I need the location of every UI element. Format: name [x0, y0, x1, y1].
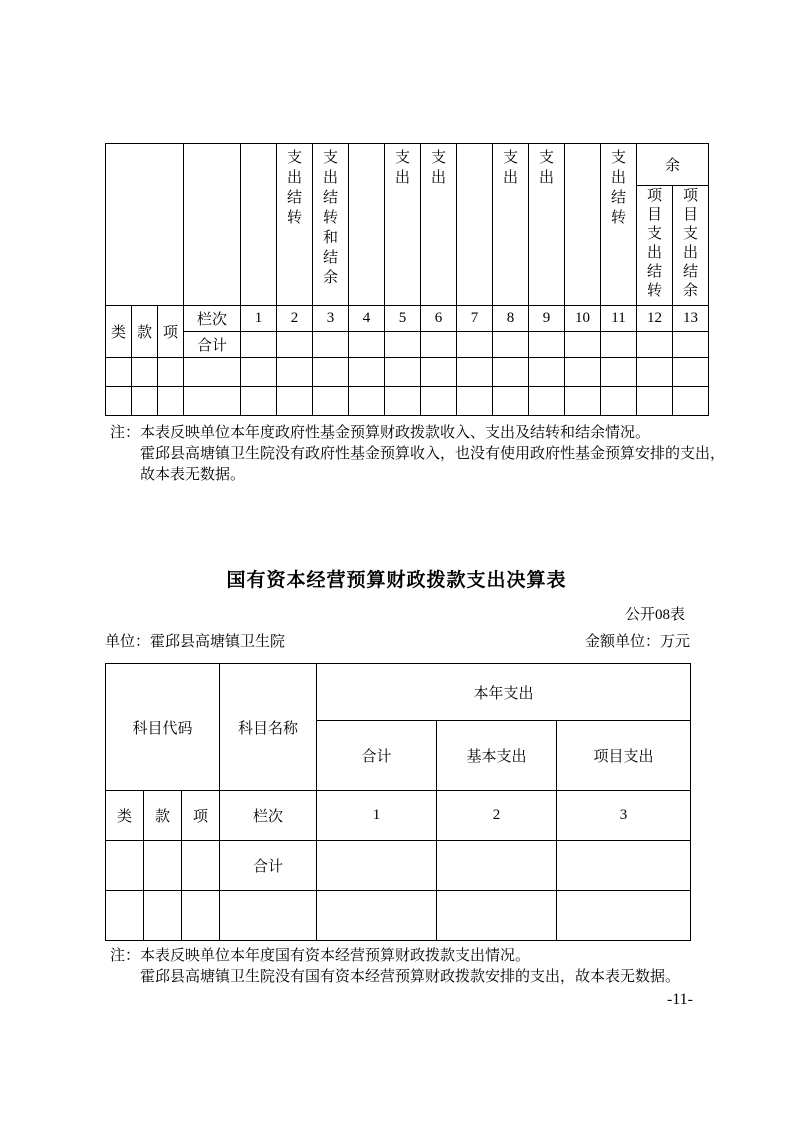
empty-cell [673, 332, 709, 358]
empty-cell [106, 891, 144, 941]
empty-cell [437, 891, 557, 941]
empty-cell [349, 332, 385, 358]
empty-cell [144, 841, 182, 891]
t1-col-number: 6 [421, 306, 457, 332]
empty-cell [313, 387, 349, 416]
empty-cell [493, 358, 529, 387]
t1-col-number: 5 [385, 306, 421, 332]
t2-subject-name-header: 科目名称 [220, 664, 317, 791]
gov-fund-budget-table [105, 143, 709, 416]
t2-kuan-label: 款 [144, 791, 182, 841]
empty-cell [349, 387, 385, 416]
empty-cell [385, 387, 421, 416]
empty-cell [241, 387, 277, 416]
t2-amount-unit: 金额单位：万元 [584, 634, 690, 650]
empty-cell [220, 891, 317, 941]
empty-cell [106, 144, 184, 306]
empty-cell [277, 387, 313, 416]
empty-cell [317, 841, 437, 891]
t2-col-number: 1 [317, 791, 437, 841]
t2-subcol-project: 项目支出 [557, 721, 691, 791]
empty-cell [385, 332, 421, 358]
t1-header-col2: 支出结转 [277, 144, 313, 306]
t2-subject-code-header: 科目代码 [106, 664, 220, 791]
empty-cell [673, 387, 709, 416]
t1-header-col4 [349, 144, 385, 306]
t1-heji-row [106, 332, 709, 358]
t1-col-number: 2 [277, 306, 313, 332]
empty-cell [457, 358, 493, 387]
empty-cell [637, 387, 673, 416]
empty-cell [106, 841, 144, 891]
empty-cell [601, 358, 637, 387]
empty-cell [349, 358, 385, 387]
empty-cell [313, 332, 349, 358]
t1-note-line1: 注：本表反映单位本年度政府性基金预算财政拨款收入、支出及结转和结余情况。 [110, 425, 651, 441]
empty-cell [637, 332, 673, 358]
t1-note-line3: 故本表无数据。 [140, 467, 246, 483]
t1-header-col11: 支出结转 [601, 144, 637, 306]
empty-cell [106, 358, 132, 387]
page-number: -11- [666, 991, 693, 1008]
empty-cell [637, 358, 673, 387]
t1-header-yu: 余 [637, 144, 709, 186]
t1-heji-label: 合计 [184, 332, 241, 358]
t1-col-number: 4 [349, 306, 385, 332]
t2-heji-row [106, 841, 691, 891]
t1-header-col7 [457, 144, 493, 306]
t1-header-row-1 [106, 144, 709, 186]
empty-cell [158, 358, 184, 387]
empty-cell [158, 387, 184, 416]
t1-col-number: 11 [601, 306, 637, 332]
empty-cell [601, 387, 637, 416]
t2-note-line1: 注：本表反映单位本年度国有资本经营预算财政拨款支出情况。 [110, 948, 531, 964]
empty-cell [457, 387, 493, 416]
empty-cell [457, 332, 493, 358]
t1-col-number: 10 [565, 306, 601, 332]
t2-header-row-1 [106, 664, 691, 721]
t1-lanci-row [106, 306, 709, 332]
t2-col-number: 2 [437, 791, 557, 841]
t1-header-col8: 支出 [493, 144, 529, 306]
empty-cell [437, 841, 557, 891]
t2-subcol-heji: 合计 [317, 721, 437, 791]
t1-header-col1 [241, 144, 277, 306]
t1-xiang-label: 项 [158, 306, 184, 358]
t1-header-col10 [565, 144, 601, 306]
empty-cell [557, 891, 691, 941]
t2-table-code: 公开08表 [624, 607, 685, 623]
t1-col-number: 3 [313, 306, 349, 332]
empty-cell [184, 387, 241, 416]
t1-header-col12: 项目支出结转 [637, 186, 673, 306]
empty-cell [241, 332, 277, 358]
empty-cell [317, 891, 437, 941]
t2-col-number: 3 [557, 791, 691, 841]
t1-header-col13: 项目支出结余 [673, 186, 709, 306]
empty-cell [421, 332, 457, 358]
t1-empty-row [106, 387, 709, 416]
empty-cell [184, 144, 241, 306]
empty-cell [106, 387, 132, 416]
empty-cell [601, 332, 637, 358]
t1-lei-label: 类 [106, 306, 132, 358]
t2-note [110, 946, 680, 988]
empty-cell [313, 358, 349, 387]
t1-note [110, 423, 725, 486]
empty-cell [565, 358, 601, 387]
t2-note-line2: 霍邱县高塘镇卫生院没有国有资本经营预算财政拨款安排的支出，故本表无数据。 [140, 969, 681, 985]
t1-note-line2: 霍邱县高塘镇卫生院没有政府性基金预算收入，也没有使用政府性基金预算安排的支出， [140, 446, 726, 462]
t1-col-number: 12 [637, 306, 673, 332]
empty-cell [132, 358, 158, 387]
t2-title: 国有资本经营预算财政拨款支出决算表 [226, 570, 567, 591]
empty-cell [565, 387, 601, 416]
empty-cell [493, 332, 529, 358]
empty-cell [529, 332, 565, 358]
t1-col-number: 8 [493, 306, 529, 332]
empty-cell [565, 332, 601, 358]
empty-cell [529, 358, 565, 387]
t2-empty-row [106, 891, 691, 941]
empty-cell [421, 387, 457, 416]
state-capital-budget-table [105, 663, 691, 941]
t1-col-number: 13 [673, 306, 709, 332]
empty-cell [673, 358, 709, 387]
empty-cell [182, 891, 220, 941]
empty-cell [182, 841, 220, 891]
empty-cell [385, 358, 421, 387]
empty-cell [241, 358, 277, 387]
t2-heji-label: 合计 [220, 841, 317, 891]
t2-year-expenditure-header: 本年支出 [317, 664, 691, 721]
t2-unit-line [105, 630, 690, 651]
t2-lei-label: 类 [106, 791, 144, 841]
empty-cell [421, 358, 457, 387]
empty-cell [493, 387, 529, 416]
empty-cell [277, 358, 313, 387]
empty-cell [184, 358, 241, 387]
t1-header-col9: 支出 [529, 144, 565, 306]
t2-unit-label: 单位：霍邱县高塘镇卫生院 [105, 634, 286, 650]
t1-col-number: 1 [241, 306, 277, 332]
empty-cell [132, 387, 158, 416]
empty-cell [144, 891, 182, 941]
t1-header-col5: 支出 [385, 144, 421, 306]
t1-header-col6: 支出 [421, 144, 457, 306]
t1-col-number: 9 [529, 306, 565, 332]
t1-header-col3: 支出结转和结余 [313, 144, 349, 306]
t1-empty-row [106, 358, 709, 387]
t2-lanci-label: 栏次 [220, 791, 317, 841]
empty-cell [529, 387, 565, 416]
empty-cell [557, 841, 691, 891]
empty-cell [277, 332, 313, 358]
t2-lanci-row [106, 791, 691, 841]
t1-lanci-label: 栏次 [184, 306, 241, 332]
t1-kuan-label: 款 [132, 306, 158, 358]
t2-subcol-basic: 基本支出 [437, 721, 557, 791]
t1-col-number: 7 [457, 306, 493, 332]
t2-xiang-label: 项 [182, 791, 220, 841]
